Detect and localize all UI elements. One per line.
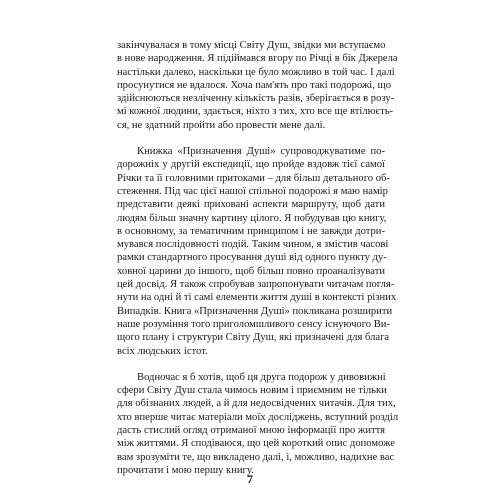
paragraph-1 [117, 39, 398, 132]
text-line: для обізнаних людей, а й для недосвідчених читачів. Для тих, [117, 398, 396, 410]
text-line: дорожніх у другій експедиції, що пройде вздовж тієї самої [117, 159, 385, 171]
text-line: рамки стандартного просування душі від одного пункту ду- [117, 252, 387, 264]
text-line: здійснюються незліченну кількість разів, зберігається в розу- [117, 93, 395, 105]
text-line: Водночас я б хотів, щоб ця друга подорож у дивовижні [137, 371, 386, 383]
paragraph-2 [117, 145, 397, 358]
text-line: хто вперше читає матеріали моїх досліджень, вступний розділ [117, 411, 399, 423]
text-line: в основному, за тематичним принципом і не завжди дотри- [117, 225, 385, 237]
text-line: ся, не здатний пройти або провести мене далі. [117, 119, 326, 131]
text-line: в нове народження. Я підіймався вгору по Річці в бік Джерела [117, 53, 398, 65]
text-line: вам зрозуміти те, що викладено далі, і, можливо, надихне вас [117, 451, 395, 463]
text-line: стеження. Під час цієї нашої спільної подорожі я маю намір [117, 185, 388, 197]
paragraph-gap [117, 132, 385, 145]
text-line: наше розуміння того приголомшливого сенсу існуючого Ви- [117, 318, 390, 330]
text-line: всіх людських істот. [117, 345, 208, 357]
text-line: між життями. Я сподіваюся, що цей короткий опис допоможе [117, 438, 395, 450]
text-line: мувався послідовності подій. Таким чином, я змістив часові [117, 239, 389, 251]
text-line: представити деякі приховані аспекти маршруту, щоб дати [117, 199, 385, 211]
page-number: 7 [247, 472, 253, 486]
text-line: прочитати і мою першу книгу. [117, 464, 254, 476]
text-line: Річки та її головними притоками – для більш детального об- [117, 172, 390, 184]
text-line: цей досвід. Я також спробував запропонувати читачам погля- [117, 279, 395, 291]
text-line: Книжка «Призначення Душі» супроводжуватиме по- [137, 146, 385, 158]
body-text [117, 39, 399, 477]
text-line: нути на одні й ті самі елементи життя душі в контексті різних [117, 292, 397, 304]
text-line: людям більш значну картину цілого. Я побудував цю книгу, [117, 212, 387, 224]
text-line: ховної царини до іншого, щоб більш повно проаналізувати [117, 265, 385, 277]
text-line: закінчувалася в тому місці Світу Душ, звідки ми вступаємо [117, 40, 386, 51]
text-line: сфери Світу Душ стала чимось новим і приємним не тільки [117, 385, 387, 397]
text-line: настільки далеко, наскільки це було можливо в той час. І далі [117, 66, 395, 78]
text-line: мі кожної людини, здається, ніхто з тих, хто все ще втілюєть- [117, 106, 394, 118]
text-line: дасть стислий огляд отриманої мною інформації про життя [117, 425, 385, 437]
paragraph-gap [117, 358, 385, 371]
paragraph-3 [117, 371, 399, 477]
text-line: щого плану і структури Світу Душ, які призначені для блага [117, 332, 390, 344]
text-line: просунутися не вдалося. Хоча пам'ять про такі подорожі, що [117, 79, 391, 91]
text-line: Випадків. Книга «Призначення Душі» покликана розширити [117, 305, 393, 317]
